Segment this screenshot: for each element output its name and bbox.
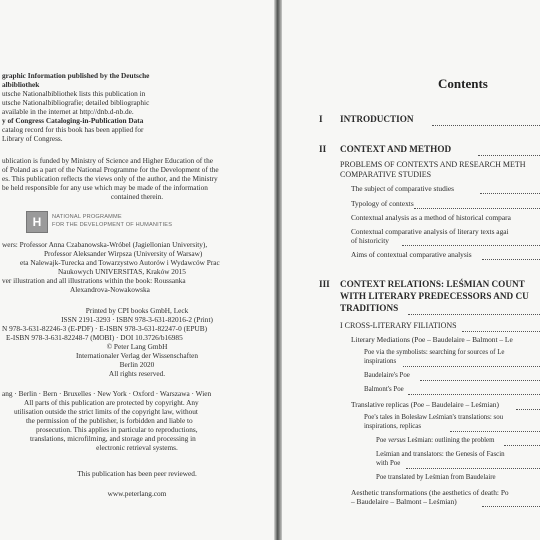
toc-entry: The subject of comparative studies bbox=[351, 184, 455, 193]
leader-dots bbox=[408, 393, 540, 395]
toc-entry: Poe translated by Leśmian from Baudelaire bbox=[376, 474, 496, 481]
illustration-credit: Alexandrova-Nowakowska bbox=[70, 285, 150, 294]
bib-line: utsche Nationalbibliothek lists this publication in bbox=[2, 89, 146, 98]
toc-entry: Poe via the symbolists: searching for sources of Le bbox=[364, 349, 505, 356]
copyright-holder-line: Naukowych UNIVERSITAS, Kraków 2015 bbox=[58, 267, 186, 276]
rights-reserved: All rights reserved. bbox=[108, 369, 166, 378]
leader-dots bbox=[516, 408, 540, 410]
leader-dots bbox=[414, 207, 540, 209]
programme-name: FOR THE DEVELOPMENT OF HUMANITIES bbox=[52, 222, 173, 228]
section-heading: I CROSS-LITERARY FILIATIONS bbox=[340, 321, 457, 330]
illustration-credit: ver illustration and all illustrations within the book: Roussanka bbox=[2, 276, 186, 285]
leader-dots bbox=[478, 154, 540, 156]
publisher-cities: ang · Berlin · Bern · Bruxelles · New York · Oxford · Warszawa · Wien bbox=[2, 389, 212, 398]
leader-dots bbox=[450, 430, 540, 432]
chapter-number: III bbox=[319, 279, 330, 289]
page-title: Contents bbox=[438, 76, 488, 91]
bib-line: utsche Nationalbibliografie; detailed bibliographic bbox=[2, 98, 150, 107]
toc-entry: inspirations bbox=[364, 358, 397, 365]
chapter-title: WITH LITERARY PREDECESSORS AND CU bbox=[340, 291, 529, 301]
chapter-title: CONTEXT AND METHOD bbox=[340, 144, 452, 154]
section-heading: COMPARATIVE STUDIES bbox=[340, 170, 432, 179]
toc-entry: with Poe bbox=[376, 460, 401, 467]
programme-name: NATIONAL PROGRAMME bbox=[52, 214, 122, 220]
toc-entry: Poe's tales in Bolesław Leśmian's translations: sou bbox=[364, 414, 504, 421]
rights-line: utilisation outside the strict limits of the copyright law, without bbox=[14, 407, 198, 416]
toc-text: Leśmian: outlining the problem bbox=[405, 437, 495, 444]
toc-entry: Balmont's Poe bbox=[364, 386, 404, 393]
toc-text-italic: versus bbox=[388, 437, 406, 444]
toc-entry: Translative replicas (Poe – Baudelaire – Leśmian) bbox=[351, 400, 499, 409]
section-heading: PROBLEMS OF CONTEXTS AND RESEARCH METH bbox=[340, 160, 526, 169]
chapter-number: I bbox=[319, 114, 323, 124]
copyright-holder-line: eta Nalewajk-Turecka and Towarzystwo Autorów i Wydawców Prac bbox=[20, 258, 220, 267]
toc-entry: – Baudelaire – Balmont – Leśmian) bbox=[351, 497, 457, 506]
bib-line: albibliothek bbox=[2, 80, 40, 89]
funding-line: of Poland as a part of the National Programme for the Development of the bbox=[2, 165, 219, 174]
bib-line: y of Congress Cataloging-in-Publication Data bbox=[2, 116, 144, 125]
leader-dots bbox=[482, 258, 540, 260]
rights-line: All parts of this publication are protected by copyright. Any bbox=[24, 398, 199, 407]
toc-entry: Baudelaire's Poe bbox=[364, 372, 410, 379]
chapter-title: INTRODUCTION bbox=[340, 114, 414, 124]
chapter-number: II bbox=[319, 144, 327, 154]
publisher-line: Internationaler Verlag der Wissenschaften bbox=[75, 351, 198, 360]
leader-dots bbox=[403, 365, 540, 367]
bib-line: Library of Congress. bbox=[2, 134, 63, 143]
toc-text: Poe bbox=[376, 437, 389, 444]
isbn-line: ISSN 2191-3293 · ISBN 978-3-631-82016-2 (Print) bbox=[61, 315, 213, 324]
chapter-title: TRADITIONS bbox=[340, 303, 399, 313]
isbn-line: N 978-3-631-82246-3 (E-PDF) · E-ISBN 978-3-631-82247-0 (EPUB) bbox=[2, 324, 208, 333]
toc-entry: Contextual comparative analysis of literary texts agai bbox=[351, 227, 509, 236]
reviewers-line: Professor Aleksander Wirpsza (University of Warsaw) bbox=[44, 249, 203, 258]
printer-line: Printed by CPI books GmbH, Leck bbox=[85, 306, 189, 315]
rights-line: translations, microfilming, and storage and processing in bbox=[30, 434, 196, 443]
leader-dots bbox=[480, 192, 540, 194]
toc-entry: inspirations, replicas bbox=[364, 423, 422, 430]
leader-dots bbox=[504, 444, 540, 446]
funding-line: es. This publication reflects the views only of the author, and the Ministry bbox=[2, 174, 218, 183]
humanities-programme-logo: H bbox=[26, 211, 48, 233]
chapter-title: CONTEXT RELATIONS: LEŚMIAN COUNT bbox=[340, 279, 525, 289]
toc-entry: Contextual analysis as a method of historical compara bbox=[351, 213, 511, 222]
leader-dots bbox=[462, 330, 540, 332]
leader-dots bbox=[482, 505, 540, 507]
funding-line: be held responsible for any use which may be made of the information bbox=[2, 183, 208, 192]
book-gutter bbox=[274, 0, 282, 540]
leader-dots bbox=[420, 379, 540, 381]
toc-entry: Aesthetic transformations (the aesthetics of death: Po bbox=[351, 488, 509, 497]
rights-line: electronic retrieval systems. bbox=[96, 443, 178, 452]
rights-line: prosecution. This applies in particular to reproductions, bbox=[36, 425, 198, 434]
funding-line: contained therein. bbox=[110, 192, 164, 201]
toc-entry: Typology of contexts bbox=[351, 199, 414, 208]
toc-entry: Aims of contextual comparative analysis bbox=[351, 250, 472, 259]
toc-entry bbox=[376, 437, 494, 444]
publisher-line: Berlin 2020 bbox=[119, 360, 155, 369]
rights-line: the permission of the publisher, is forbidden and liable to bbox=[26, 416, 193, 425]
toc-entry: of historicity bbox=[351, 236, 389, 245]
toc-entry: Leśmian and translators: the Genesis of Fascin bbox=[376, 451, 505, 458]
peer-review-note: This publication has been peer reviewed. bbox=[77, 469, 197, 478]
copyright-line: © Peter Lang GmbH bbox=[106, 342, 168, 351]
contents-page bbox=[282, 0, 540, 540]
toc-entry: Literary Mediations (Poe – Baudelaire – Balmont – Le bbox=[351, 335, 513, 344]
publisher-website: www.peterlang.com bbox=[107, 489, 167, 498]
leader-dots bbox=[432, 124, 540, 126]
bib-line: graphic Information published by the Deutsche bbox=[2, 71, 150, 80]
funding-line: ublication is funded by Ministry of Science and Higher Education of the bbox=[2, 156, 213, 165]
leader-dots bbox=[402, 244, 540, 246]
leader-dots bbox=[406, 467, 540, 469]
leader-dots bbox=[408, 313, 540, 315]
reviewers-line: wers: Professor Anna Czabanowska-Wróbel (Jagiellonian University), bbox=[2, 240, 208, 249]
bib-line: catalog record for this book has been applied for bbox=[2, 125, 144, 134]
bib-line: available in the internet at http://dnb.d-nb.de. bbox=[2, 107, 134, 116]
isbn-line: E-ISBN 978-3-631-82248-7 (MOBI) · DOI 10.3726/b16985 bbox=[6, 333, 183, 342]
